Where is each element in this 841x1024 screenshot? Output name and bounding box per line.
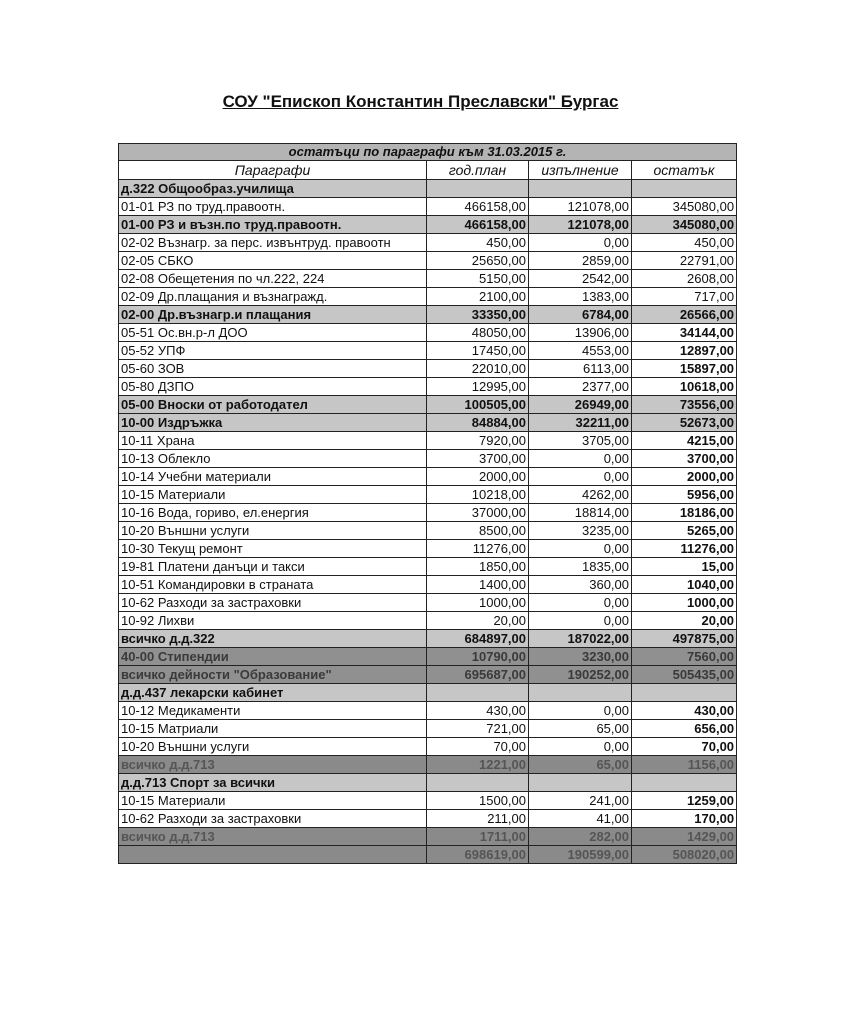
row-annual-plan: 12995,00	[427, 378, 529, 396]
row-execution: 4553,00	[529, 342, 632, 360]
row-annual-plan: 698619,00	[427, 846, 529, 864]
row-remainder: 1259,00	[632, 792, 737, 810]
header-remainder: остатък	[632, 161, 737, 180]
row-remainder: 170,00	[632, 810, 737, 828]
row-paragraph: 02-02 Възнагр. за перс. извънтруд. правоотн	[119, 234, 427, 252]
row-paragraph: 10-00 Издръжка	[119, 414, 427, 432]
row-paragraph: 10-15 Материали	[119, 792, 427, 810]
row-execution: 241,00	[529, 792, 632, 810]
table-row	[119, 648, 737, 666]
row-remainder: 7560,00	[632, 648, 737, 666]
row-paragraph: 05-51 Ос.вн.р-л ДОО	[119, 324, 427, 342]
row-annual-plan: 721,00	[427, 720, 529, 738]
row-remainder: 505435,00	[632, 666, 737, 684]
row-annual-plan: 1400,00	[427, 576, 529, 594]
row-annual-plan: 48050,00	[427, 324, 529, 342]
row-annual-plan: 466158,00	[427, 198, 529, 216]
table-row	[119, 360, 737, 378]
row-remainder: 345080,00	[632, 216, 737, 234]
table-row	[119, 846, 737, 864]
header-execution: изпълнение	[529, 161, 632, 180]
row-execution: 1383,00	[529, 288, 632, 306]
row-remainder: 20,00	[632, 612, 737, 630]
row-execution: 2859,00	[529, 252, 632, 270]
row-annual-plan: 33350,00	[427, 306, 529, 324]
row-remainder	[632, 180, 737, 198]
row-paragraph: всичко д.д.322	[119, 630, 427, 648]
table-row	[119, 306, 737, 324]
row-execution: 190252,00	[529, 666, 632, 684]
row-paragraph: 10-15 Матриали	[119, 720, 427, 738]
row-paragraph: 05-60 ЗОВ	[119, 360, 427, 378]
table-row	[119, 576, 737, 594]
table-row	[119, 288, 737, 306]
row-annual-plan: 17450,00	[427, 342, 529, 360]
table-row	[119, 540, 737, 558]
row-remainder: 10618,00	[632, 378, 737, 396]
row-paragraph: 10-62 Разходи за застраховки	[119, 810, 427, 828]
row-paragraph: 01-01 РЗ по труд.правоотн.	[119, 198, 427, 216]
row-paragraph: всичко д.д.713	[119, 756, 427, 774]
row-remainder: 70,00	[632, 738, 737, 756]
row-execution: 6113,00	[529, 360, 632, 378]
table-row	[119, 432, 737, 450]
row-remainder: 18186,00	[632, 504, 737, 522]
row-execution: 26949,00	[529, 396, 632, 414]
budget-table	[118, 143, 737, 864]
table-row	[119, 180, 737, 198]
row-paragraph: д.д.437 лекарски кабинет	[119, 684, 427, 702]
row-paragraph: 19-81 Платени данъци и такси	[119, 558, 427, 576]
table-row	[119, 450, 737, 468]
row-annual-plan	[427, 180, 529, 198]
row-paragraph: 10-12 Медикаменти	[119, 702, 427, 720]
row-paragraph: 10-30 Текущ ремонт	[119, 540, 427, 558]
table-row	[119, 684, 737, 702]
row-remainder: 15,00	[632, 558, 737, 576]
row-annual-plan	[427, 774, 529, 792]
row-annual-plan: 1221,00	[427, 756, 529, 774]
row-paragraph: 10-62 Разходи за застраховки	[119, 594, 427, 612]
row-remainder: 5956,00	[632, 486, 737, 504]
row-remainder: 497875,00	[632, 630, 737, 648]
row-paragraph: 05-80 ДЗПО	[119, 378, 427, 396]
table-row	[119, 270, 737, 288]
table-row	[119, 774, 737, 792]
row-execution: 2377,00	[529, 378, 632, 396]
row-paragraph: 02-00 Др.възнагр.и плащания	[119, 306, 427, 324]
row-execution: 6784,00	[529, 306, 632, 324]
row-remainder: 52673,00	[632, 414, 737, 432]
row-remainder: 450,00	[632, 234, 737, 252]
row-execution: 0,00	[529, 594, 632, 612]
row-annual-plan: 1500,00	[427, 792, 529, 810]
row-execution: 0,00	[529, 738, 632, 756]
row-remainder: 11276,00	[632, 540, 737, 558]
row-annual-plan: 684897,00	[427, 630, 529, 648]
row-execution: 65,00	[529, 720, 632, 738]
row-remainder	[632, 684, 737, 702]
row-execution: 2542,00	[529, 270, 632, 288]
row-annual-plan: 466158,00	[427, 216, 529, 234]
table-row	[119, 378, 737, 396]
table-row	[119, 792, 737, 810]
row-execution: 3235,00	[529, 522, 632, 540]
row-annual-plan: 695687,00	[427, 666, 529, 684]
row-annual-plan: 1850,00	[427, 558, 529, 576]
row-remainder: 2608,00	[632, 270, 737, 288]
row-paragraph: 10-16 Вода, гориво, ел.енергия	[119, 504, 427, 522]
row-paragraph: 02-08 Обещетения по чл.222, 224	[119, 270, 427, 288]
row-annual-plan: 11276,00	[427, 540, 529, 558]
row-execution: 0,00	[529, 234, 632, 252]
row-paragraph: 10-15 Материали	[119, 486, 427, 504]
row-annual-plan	[427, 684, 529, 702]
table-row	[119, 234, 737, 252]
row-execution: 0,00	[529, 612, 632, 630]
row-remainder: 22791,00	[632, 252, 737, 270]
table-row	[119, 414, 737, 432]
row-remainder: 5265,00	[632, 522, 737, 540]
row-execution: 13906,00	[529, 324, 632, 342]
row-remainder: 34144,00	[632, 324, 737, 342]
row-remainder: 1040,00	[632, 576, 737, 594]
row-execution: 121078,00	[529, 216, 632, 234]
row-execution	[529, 684, 632, 702]
row-paragraph: всичко дейности "Образование"	[119, 666, 427, 684]
table-row	[119, 594, 737, 612]
row-annual-plan: 37000,00	[427, 504, 529, 522]
row-annual-plan: 2000,00	[427, 468, 529, 486]
row-execution: 0,00	[529, 468, 632, 486]
row-execution	[529, 180, 632, 198]
row-annual-plan: 3700,00	[427, 450, 529, 468]
row-annual-plan: 1711,00	[427, 828, 529, 846]
row-paragraph: д.322 Общообраз.училища	[119, 180, 427, 198]
row-execution: 0,00	[529, 702, 632, 720]
table-row	[119, 468, 737, 486]
row-paragraph: 05-52 УПФ	[119, 342, 427, 360]
row-paragraph: 02-05 СБКО	[119, 252, 427, 270]
row-paragraph: 01-00 РЗ и възн.по труд.правоотн.	[119, 216, 427, 234]
table-row	[119, 198, 737, 216]
table-banner: остатъци по параграфи към 31.03.2015 г.	[119, 144, 737, 161]
table-row	[119, 252, 737, 270]
row-remainder: 717,00	[632, 288, 737, 306]
table-row	[119, 828, 737, 846]
row-annual-plan: 5150,00	[427, 270, 529, 288]
row-remainder: 12897,00	[632, 342, 737, 360]
row-execution: 41,00	[529, 810, 632, 828]
row-remainder: 345080,00	[632, 198, 737, 216]
row-remainder	[632, 774, 737, 792]
row-execution: 3230,00	[529, 648, 632, 666]
table-row	[119, 702, 737, 720]
row-paragraph: 02-09 Др.плащания и възнагражд.	[119, 288, 427, 306]
row-remainder: 508020,00	[632, 846, 737, 864]
row-paragraph: всичко д.д.713	[119, 828, 427, 846]
table-row	[119, 558, 737, 576]
table-row	[119, 612, 737, 630]
row-remainder: 1156,00	[632, 756, 737, 774]
row-execution: 32211,00	[529, 414, 632, 432]
row-paragraph: 40-00 Стипендии	[119, 648, 427, 666]
row-annual-plan: 10218,00	[427, 486, 529, 504]
table-row	[119, 720, 737, 738]
row-remainder: 4215,00	[632, 432, 737, 450]
table-row	[119, 666, 737, 684]
row-execution: 0,00	[529, 540, 632, 558]
table-row	[119, 396, 737, 414]
row-remainder: 1429,00	[632, 828, 737, 846]
row-execution: 65,00	[529, 756, 632, 774]
row-paragraph: 10-92 Лихви	[119, 612, 427, 630]
row-remainder: 73556,00	[632, 396, 737, 414]
table-header-row	[119, 161, 737, 180]
table-row	[119, 216, 737, 234]
row-execution: 360,00	[529, 576, 632, 594]
row-paragraph	[119, 846, 427, 864]
table-row	[119, 504, 737, 522]
row-annual-plan: 84884,00	[427, 414, 529, 432]
row-execution: 121078,00	[529, 198, 632, 216]
header-annual-plan: год.план	[427, 161, 529, 180]
row-annual-plan: 450,00	[427, 234, 529, 252]
row-annual-plan: 20,00	[427, 612, 529, 630]
row-execution: 1835,00	[529, 558, 632, 576]
row-paragraph: 10-20 Външни услуги	[119, 738, 427, 756]
table-row	[119, 756, 737, 774]
row-paragraph: 05-00 Вноски от работодател	[119, 396, 427, 414]
row-annual-plan: 100505,00	[427, 396, 529, 414]
row-paragraph: д.д.713 Спорт за всички	[119, 774, 427, 792]
row-execution: 190599,00	[529, 846, 632, 864]
row-paragraph: 10-11 Храна	[119, 432, 427, 450]
row-paragraph: 10-51 Командировки в страната	[119, 576, 427, 594]
table-row	[119, 342, 737, 360]
table-row	[119, 630, 737, 648]
document-title: СОУ "Епископ Константин Преславски" Бургас	[222, 92, 619, 111]
table-row	[119, 810, 737, 828]
table-row	[119, 324, 737, 342]
row-execution	[529, 774, 632, 792]
row-annual-plan: 8500,00	[427, 522, 529, 540]
table-row	[119, 522, 737, 540]
table-banner-row	[119, 144, 737, 161]
row-annual-plan: 10790,00	[427, 648, 529, 666]
row-remainder: 15897,00	[632, 360, 737, 378]
row-remainder: 26566,00	[632, 306, 737, 324]
row-execution: 4262,00	[529, 486, 632, 504]
table-row	[119, 738, 737, 756]
row-execution: 3705,00	[529, 432, 632, 450]
row-execution: 282,00	[529, 828, 632, 846]
row-execution: 18814,00	[529, 504, 632, 522]
row-annual-plan: 22010,00	[427, 360, 529, 378]
header-paragraphs: Параграфи	[119, 161, 427, 180]
row-execution: 0,00	[529, 450, 632, 468]
row-annual-plan: 2100,00	[427, 288, 529, 306]
row-paragraph: 10-20 Външни услуги	[119, 522, 427, 540]
row-remainder: 1000,00	[632, 594, 737, 612]
row-paragraph: 10-14 Учебни материали	[119, 468, 427, 486]
row-remainder: 3700,00	[632, 450, 737, 468]
row-annual-plan: 1000,00	[427, 594, 529, 612]
row-annual-plan: 430,00	[427, 702, 529, 720]
row-annual-plan: 7920,00	[427, 432, 529, 450]
row-remainder: 430,00	[632, 702, 737, 720]
row-remainder: 656,00	[632, 720, 737, 738]
table-row	[119, 486, 737, 504]
row-remainder: 2000,00	[632, 468, 737, 486]
row-annual-plan: 25650,00	[427, 252, 529, 270]
row-paragraph: 10-13 Облекло	[119, 450, 427, 468]
row-annual-plan: 211,00	[427, 810, 529, 828]
row-annual-plan: 70,00	[427, 738, 529, 756]
row-execution: 187022,00	[529, 630, 632, 648]
